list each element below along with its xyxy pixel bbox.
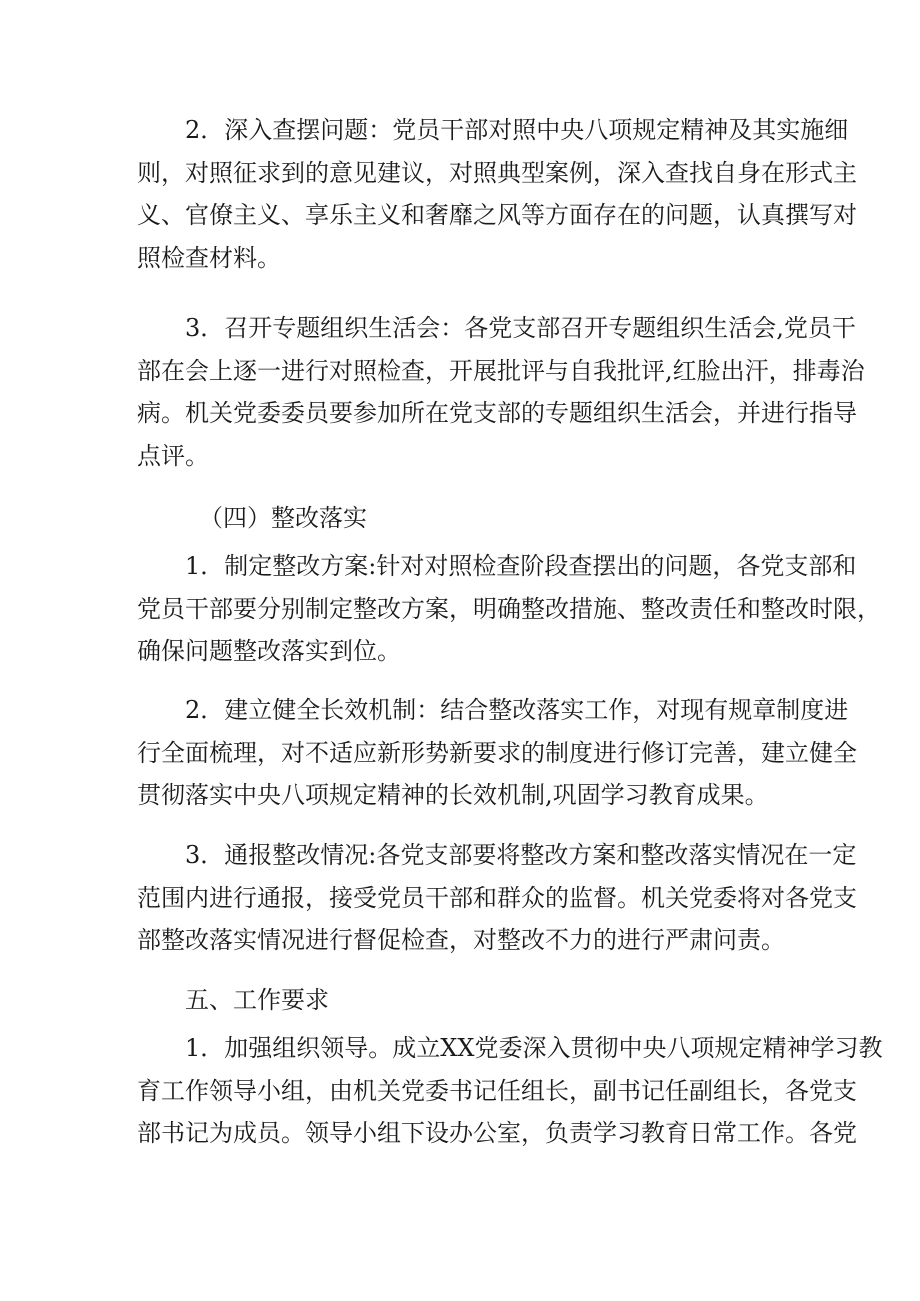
paragraph-report-rectification [137, 834, 857, 962]
section-heading-rectification [137, 497, 799, 540]
paragraph-strengthen-leadership [137, 1027, 883, 1155]
text-line: 病。机关党委委员要参加所在党支部的专题组织生活会，并进行指导 [137, 399, 857, 427]
text-line: 部整改落实情况进行督促检查，对整改不力的进行严肃问责。 [137, 926, 785, 954]
text-line: 贯彻落实中央八项规定精神的长效机制,巩固学习教育成果。 [137, 781, 769, 809]
text-line: 点评。 [137, 441, 209, 470]
text-line: 行全面梳理，对不适应新形势新要求的制度进行修订完善，建立健全 [137, 738, 857, 767]
paragraph-rectification-plan [137, 545, 881, 673]
paragraph-investigate-problems [137, 109, 857, 279]
heading-line: 五、工作要求 [185, 986, 329, 1014]
text-line: 义、官僚主义、享乐主义和奢靡之风等方面存在的问题，认真撰写对 [137, 201, 857, 229]
text-line: 范围内进行通报，接受党员干部和群众的监督。机关党委将对各党支 [137, 883, 857, 912]
text-line: 1．加强组织领导。成立XX党委深入贯彻中央八项规定精神学习教 [185, 1034, 883, 1062]
section-heading-work-requirements [137, 979, 799, 1022]
text-line: 党员干部要分别制定整改方案，明确整改措施、整改责任和整改时限， [137, 594, 881, 623]
text-line: 2．建立健全长效机制：结合整改落实工作，对现有规章制度进 [185, 696, 849, 724]
text-line: 3．召开专题组织生活会：各党支部召开专题组织生活会,党员干 [185, 314, 856, 342]
text-line: 2．深入查摆问题：党员干部对照中央八项规定精神及其实施细 [185, 116, 849, 144]
paragraph-organize-meeting [137, 307, 865, 477]
text-line: 1．制定整改方案:针对对照检查阶段查摆出的问题，各党支部和 [185, 552, 857, 580]
paragraph-long-term-mechanism [137, 689, 857, 817]
text-line: 则，对照征求到的意见建议，对照典型案例，深入查找自身在形式主 [137, 158, 857, 187]
text-line: 部在会上逐一进行对照检查，开展批评与自我批评,红脸出汗，排毒治 [137, 356, 865, 385]
heading-line: （四）整改落实 [199, 504, 367, 532]
text-line: 照检查材料。 [137, 243, 281, 272]
text-line: 确保问题整改落实到位。 [137, 637, 401, 665]
text-line: 育工作领导小组，由机关党委书记任组长，副书记任副组长，各党支 [137, 1076, 857, 1105]
text-line: 3．通报整改情况:各党支部要将整改方案和整改落实情况在一定 [185, 841, 857, 869]
text-line: 部书记为成员。领导小组下设办公室，负责学习教育日常工作。各党 [137, 1119, 857, 1147]
